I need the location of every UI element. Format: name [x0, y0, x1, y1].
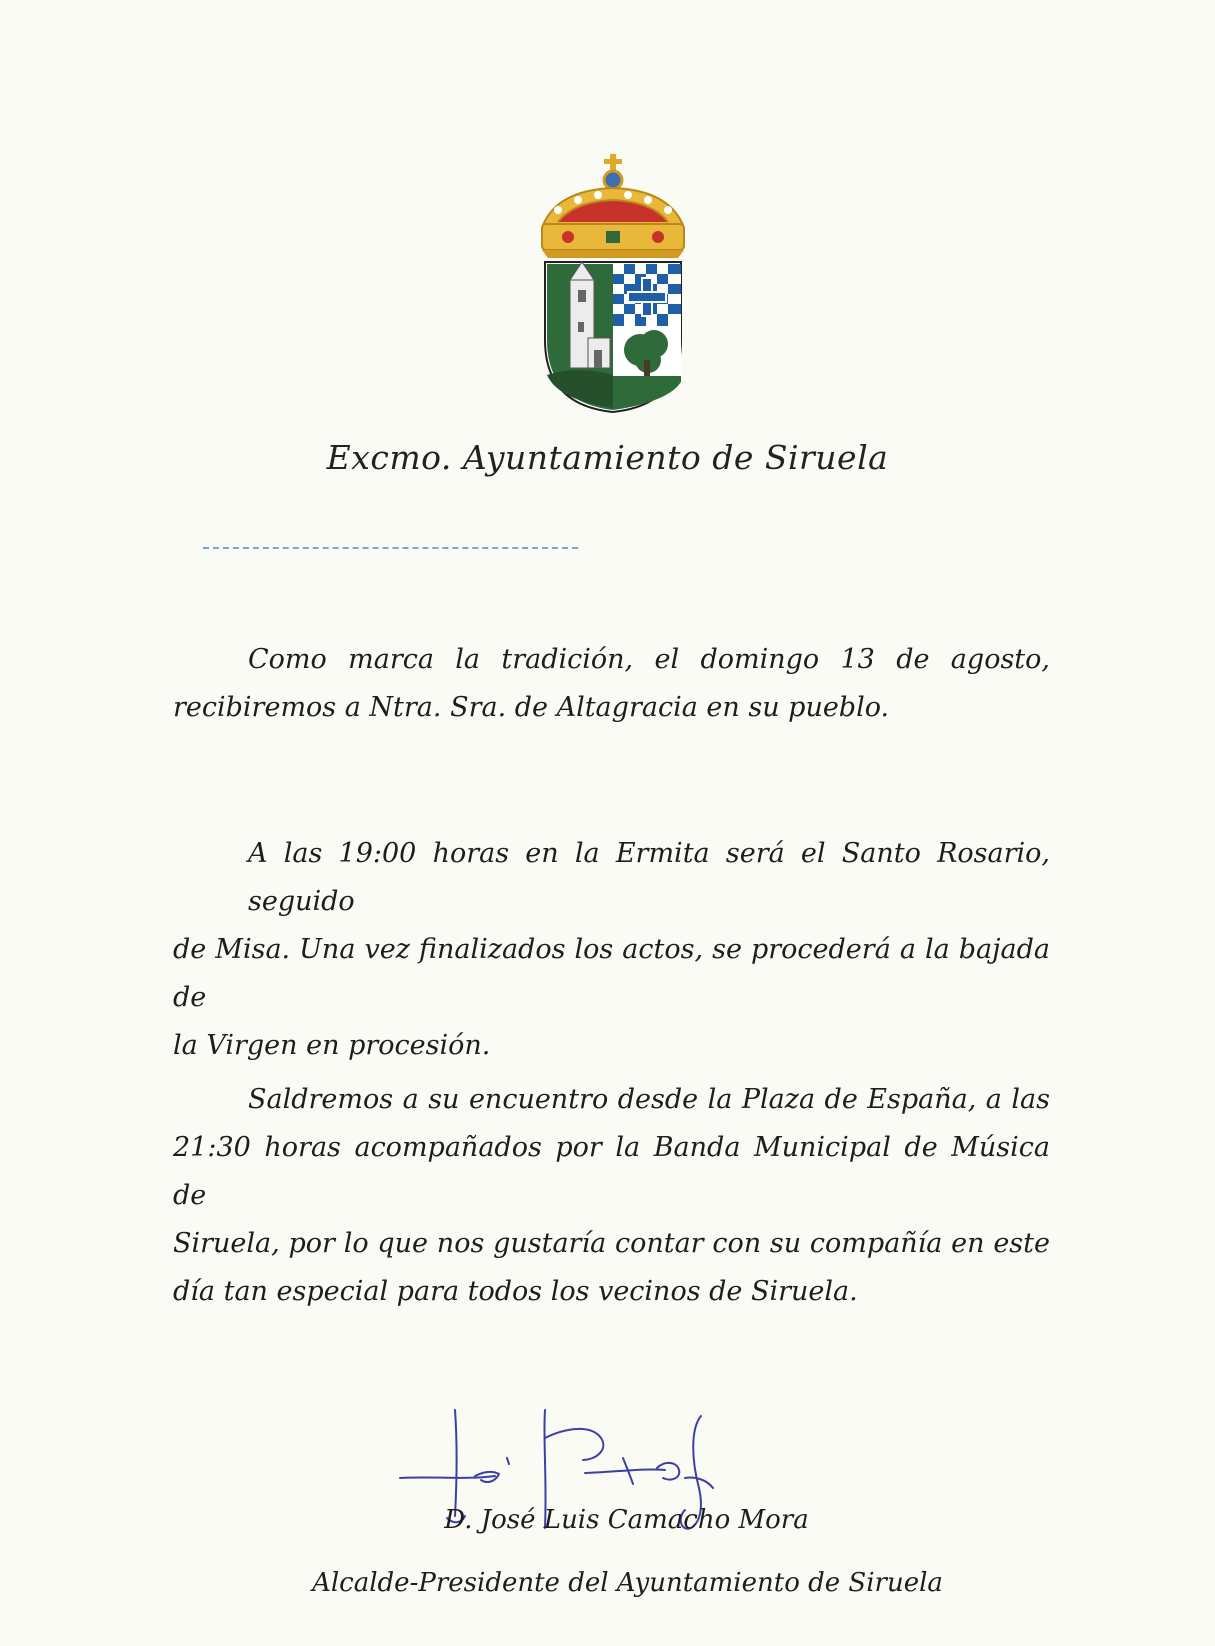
paragraph-line: día tan especial para todos los vecinos de Siruela. [173, 1276, 858, 1307]
paragraph-line: 21:30 horas acompañados por la Banda Municipal de Música de [173, 1132, 1050, 1211]
signer-name: D. José Luis Camacho Mora [444, 1505, 809, 1535]
paragraph-line: Saldremos a su encuentro desde la Plaza de España, a las [248, 1084, 1050, 1115]
decorative-divider [203, 547, 578, 549]
organization-title: Excmo. Ayuntamiento de Siruela [326, 438, 889, 477]
paragraph-1 [173, 636, 1050, 732]
signer-role: Alcalde-Presidente del Ayuntamiento de Siruela [312, 1568, 943, 1598]
paragraph-line: recibiremos a Ntra. Sra. de Altagracia en su pueblo. [173, 692, 890, 723]
coat-of-arms-icon [528, 150, 698, 420]
paragraph-line: A las 19:00 horas en la Ermita será el Santo Rosario, seguido [248, 838, 1050, 917]
paragraph-line: Siruela, por lo que nos gustaría contar con su compañía en este [173, 1228, 1050, 1259]
paragraph-line: de Misa. Una vez finalizados los actos, se procederá a la bajada de [173, 934, 1050, 1013]
paragraph-3 [173, 1076, 1050, 1316]
paragraph-line: la Virgen en procesión. [173, 1030, 491, 1061]
paragraph-2 [173, 830, 1050, 1070]
paragraph-line: Como marca la tradición, el domingo 13 de agosto, [248, 644, 1050, 675]
